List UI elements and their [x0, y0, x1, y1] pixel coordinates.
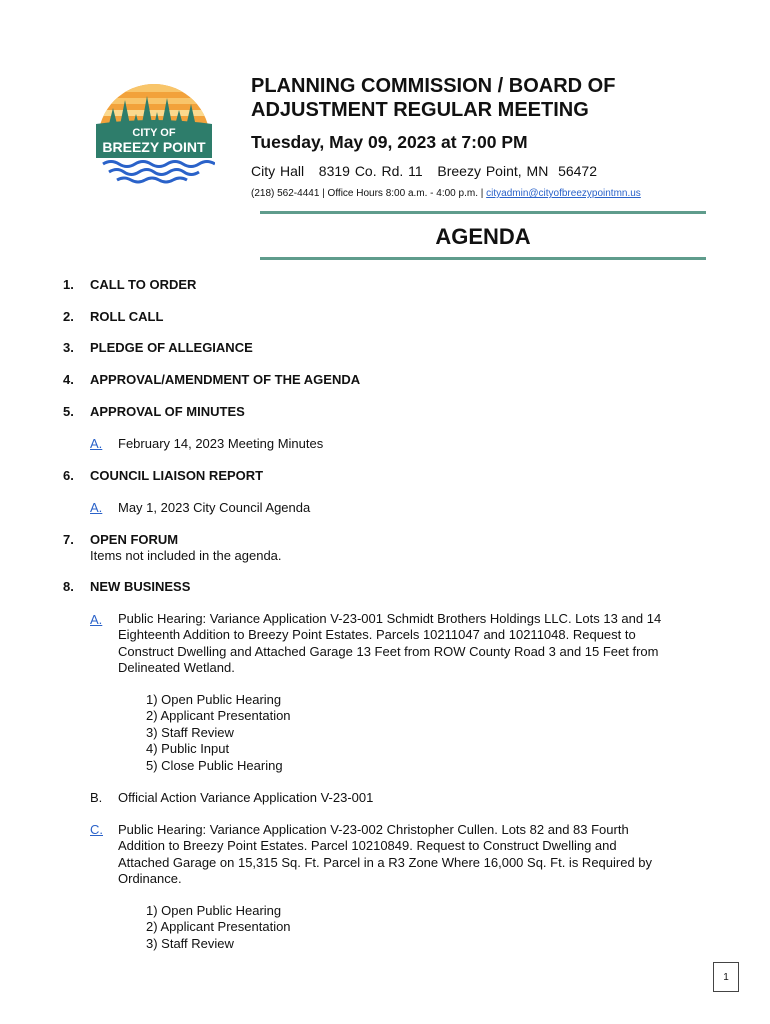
text-line: Public Hearing: Variance Application V-23-001 Schmidt Brothers Holdings LLC. Lots 13 and 14: [118, 611, 662, 626]
sub-item-text: [118, 611, 708, 677]
sub-item-text: May 1, 2023 City Council Agenda: [118, 500, 311, 515]
text-line: Attached Garage on 15,315 Sq. Ft. Parcel in a R3 Zone Where 16,000 Sq. Ft. is Required by: [118, 854, 653, 870]
sub-item-link[interactable]: A.: [90, 500, 103, 515]
meeting-header: [251, 74, 721, 199]
item-note: Items not included in the agenda.: [90, 548, 282, 563]
step: 4) Public Input: [146, 741, 230, 757]
step: 2) Applicant Presentation: [146, 708, 291, 724]
sub-item-text: February 14, 2023 Meeting Minutes: [118, 436, 324, 451]
agenda-divider: [260, 257, 706, 260]
text-line: Eighteenth Addition to Breezy Point Estates. Parcels 10211047 and 10211048. Request to: [118, 627, 636, 643]
sub-item-text: [118, 822, 708, 888]
item-number: 2.: [63, 309, 74, 324]
item-heading: PLEDGE OF ALLEGIANCE: [90, 340, 253, 355]
item-number: 1.: [63, 277, 74, 292]
item-heading: ROLL CALL: [90, 309, 164, 324]
meeting-title-line1: PLANNING COMMISSION / BOARD OF: [251, 75, 616, 97]
step: 3) Staff Review: [146, 724, 234, 740]
page-number: 1: [713, 962, 739, 992]
text-line: Ordinance.: [118, 871, 182, 887]
item-heading: CALL TO ORDER: [90, 277, 197, 292]
meeting-date: Tuesday, May 09, 2023 at 7:00 PM: [251, 132, 528, 152]
hearing-steps: [146, 903, 291, 952]
contact-info: (218) 562-4441 | Office Hours 8:00 a.m. - 4:00 p.m. |: [251, 188, 487, 199]
item-heading: APPROVAL/AMENDMENT OF THE AGENDA: [90, 372, 361, 387]
item-heading: COUNCIL LIAISON REPORT: [90, 468, 264, 483]
logo-line2: BREEZY POINT: [102, 139, 206, 155]
email-link[interactable]: cityadmin@cityofbreezypointmn.us: [486, 188, 641, 199]
hearing-steps: [146, 692, 291, 774]
step: 5) Close Public Hearing: [146, 757, 283, 773]
agenda-title: AGENDA: [435, 224, 531, 249]
sub-item-link[interactable]: C.: [90, 822, 103, 837]
item-number: 3.: [63, 340, 74, 355]
sub-item-text: Official Action Variance Application V-23-001: [118, 790, 374, 805]
sub-item-letter: B.: [90, 790, 103, 805]
item-number: 8.: [63, 579, 74, 594]
city-logo: [93, 78, 215, 188]
sub-item-link[interactable]: A.: [90, 612, 103, 627]
text-line: Addition to Breezy Point Estates. Parcel 10210849. Request to Construct Dwelling and: [118, 838, 617, 854]
item-number: 6.: [63, 468, 74, 483]
header-divider: [260, 211, 706, 214]
text-line: Public Hearing: Variance Application V-23-002 Christopher Cullen. Lots 82 and 83 Fourth: [118, 822, 629, 837]
meeting-title-line2: ADJUSTMENT REGULAR MEETING: [251, 99, 589, 121]
sub-item-link[interactable]: A.: [90, 436, 103, 451]
step: 1) Open Public Hearing: [146, 903, 282, 918]
logo-line1: CITY OF: [132, 127, 176, 139]
step: 2) Applicant Presentation: [146, 919, 291, 935]
item-number: 5.: [63, 404, 74, 419]
step: 3) Staff Review: [146, 935, 234, 951]
item-number: 4.: [63, 372, 74, 387]
item-heading: APPROVAL OF MINUTES: [90, 404, 245, 419]
item-number: 7.: [63, 532, 74, 547]
text-line: Delineated Wetland.: [118, 660, 235, 676]
meeting-address: City Hall 8319 Co. Rd. 11 Breezy Point, MN 56472: [251, 163, 598, 179]
item-heading: NEW BUSINESS: [90, 579, 191, 594]
item-heading: OPEN FORUM: [90, 532, 179, 547]
contact-line: [251, 188, 721, 199]
step: 1) Open Public Hearing: [146, 692, 282, 707]
text-line: Construct Dwelling and Attached Garage 13 Feet from ROW County Road 3 and 15 Feet from: [118, 643, 659, 659]
